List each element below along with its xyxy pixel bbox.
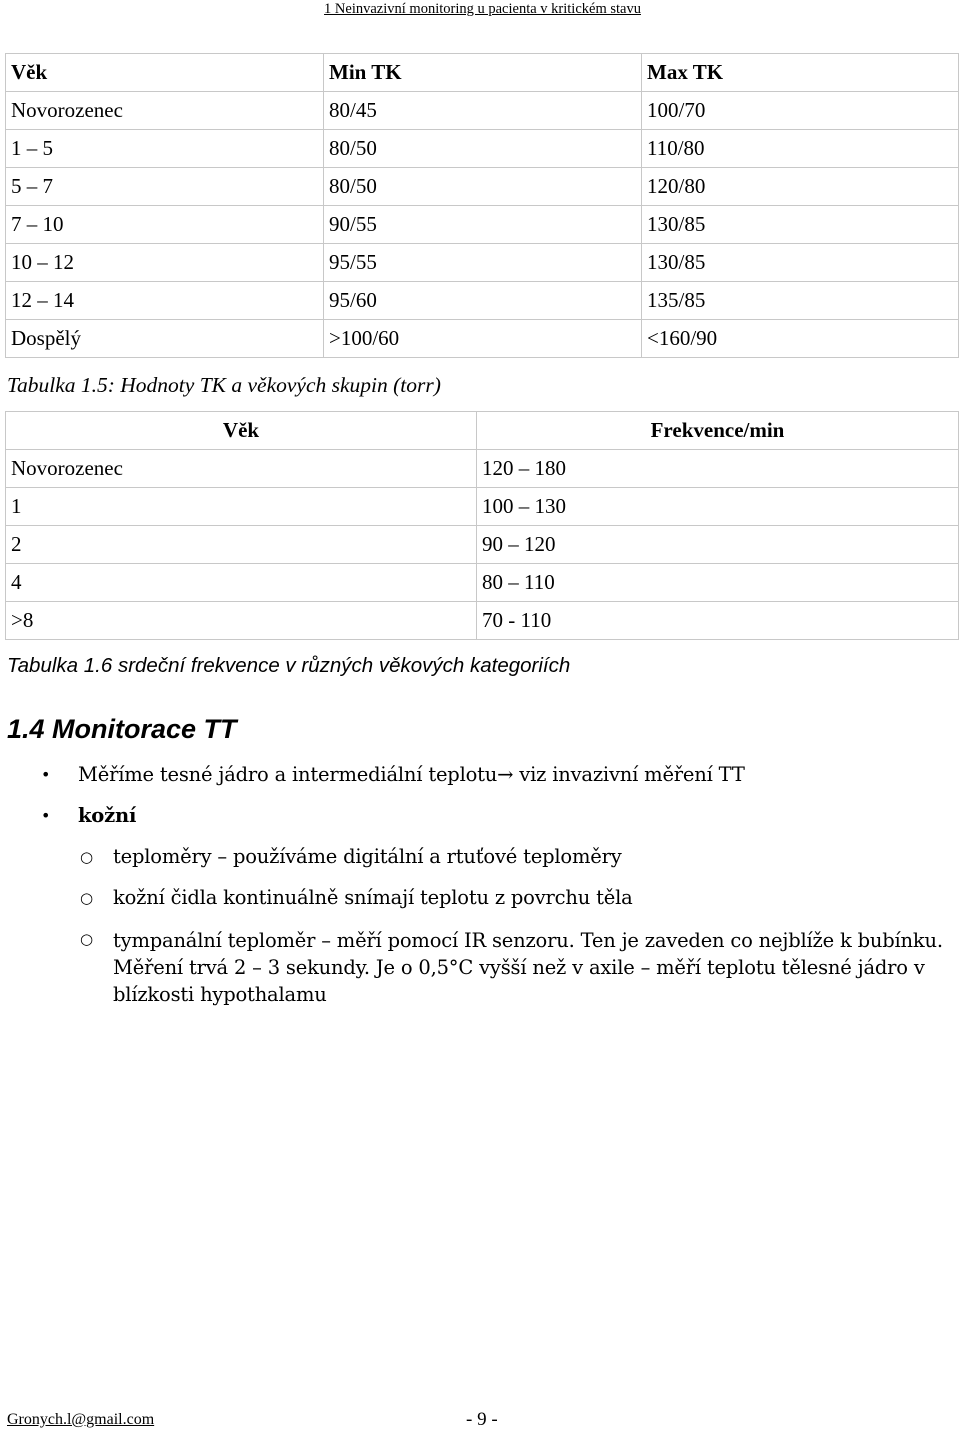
table-header-cell: Min TK — [324, 54, 642, 92]
table-cell: 90 – 120 — [477, 526, 959, 564]
table-caption: Tabulka 1.6 srdeční frekvence v různých věkových kategoriích — [7, 654, 571, 677]
table-cell: 120 – 180 — [477, 450, 959, 488]
table-cell: >100/60 — [324, 320, 642, 358]
bullet-text: Měříme tesné jádro a intermediální teplotu→ viz invazivní měření TT — [78, 763, 745, 786]
table-row — [6, 206, 959, 244]
bullet-icon: • — [41, 806, 51, 825]
table-cell: 95/60 — [324, 282, 642, 320]
heart-rate-table — [5, 411, 959, 640]
bullet-icon: • — [41, 765, 51, 784]
subbullet-text: tympanální teploměr – měří pomocí IR senzoru. Ten je zaveden co nejblíže k bubínku. Měření trvá 2 – 3 sekundy. Je o 0,5°C vyšší než v axile – měří teplotu tělesné jádro v blízkosti hypothalamu — [113, 929, 943, 1006]
table-cell: 80 – 110 — [477, 564, 959, 602]
table-row — [6, 282, 959, 320]
table-cell: 12 – 14 — [6, 282, 324, 320]
table-cell: Novorozenec — [6, 92, 324, 130]
table-cell: 95/55 — [324, 244, 642, 282]
running-header: 1 Neinvazivní monitoring u pacienta v kritickém stavu — [324, 1, 641, 17]
footer-email-link[interactable]: Gronych.l@gmail.com — [7, 1411, 155, 1428]
table-cell: >8 — [6, 602, 477, 640]
table-cell: 70 - 110 — [477, 602, 959, 640]
table-row — [6, 602, 959, 640]
table-cell: 2 — [6, 526, 477, 564]
table-header-cell: Frekvence/min — [477, 412, 959, 450]
table-caption: Tabulka 1.5: Hodnoty TK a věkových skupin (torr) — [7, 373, 441, 397]
table-cell: 100/70 — [642, 92, 959, 130]
table-cell: 4 — [6, 564, 477, 602]
table-cell: 110/80 — [642, 130, 959, 168]
table-cell: Novorozenec — [6, 450, 477, 488]
bullet-text: kožní — [78, 804, 137, 827]
table-row — [6, 168, 959, 206]
table-cell: 130/85 — [642, 244, 959, 282]
table-row — [6, 244, 959, 282]
circle-bullet-icon: ○ — [80, 930, 94, 948]
section-heading: 1.4 Monitorace TT — [7, 714, 237, 744]
table-row — [6, 92, 959, 130]
circle-bullet-icon: ○ — [80, 848, 94, 866]
table-header-row — [6, 412, 959, 450]
table-cell: 80/50 — [324, 168, 642, 206]
table-header-cell: Max TK — [642, 54, 959, 92]
table-row — [6, 130, 959, 168]
table-cell: 90/55 — [324, 206, 642, 244]
table-row — [6, 564, 959, 602]
table-header-row — [6, 54, 959, 92]
table-cell: Dospělý — [6, 320, 324, 358]
table-cell: 135/85 — [642, 282, 959, 320]
table-row — [6, 450, 959, 488]
table-cell: 10 – 12 — [6, 244, 324, 282]
table-header-cell: Věk — [6, 412, 477, 450]
table-header-cell: Věk — [6, 54, 324, 92]
table-cell: 1 – 5 — [6, 130, 324, 168]
page-number: - 9 - — [466, 1409, 498, 1430]
table-cell: 80/50 — [324, 130, 642, 168]
table-row — [6, 320, 959, 358]
table-cell: 100 – 130 — [477, 488, 959, 526]
table-cell: <160/90 — [642, 320, 959, 358]
table-cell: 1 — [6, 488, 477, 526]
table-cell: 5 – 7 — [6, 168, 324, 206]
table-cell: 7 – 10 — [6, 206, 324, 244]
subbullet-text: teploměry – používáme digitální a rtuťové teploměry — [113, 845, 622, 868]
blood-pressure-table — [5, 53, 959, 358]
table-row — [6, 488, 959, 526]
circle-bullet-icon: ○ — [80, 889, 94, 907]
subbullet-text: kožní čidla kontinuálně snímají teplotu z povrchu těla — [113, 886, 633, 909]
table-cell: 80/45 — [324, 92, 642, 130]
table-cell: 130/85 — [642, 206, 959, 244]
table-cell: 120/80 — [642, 168, 959, 206]
table-row — [6, 526, 959, 564]
